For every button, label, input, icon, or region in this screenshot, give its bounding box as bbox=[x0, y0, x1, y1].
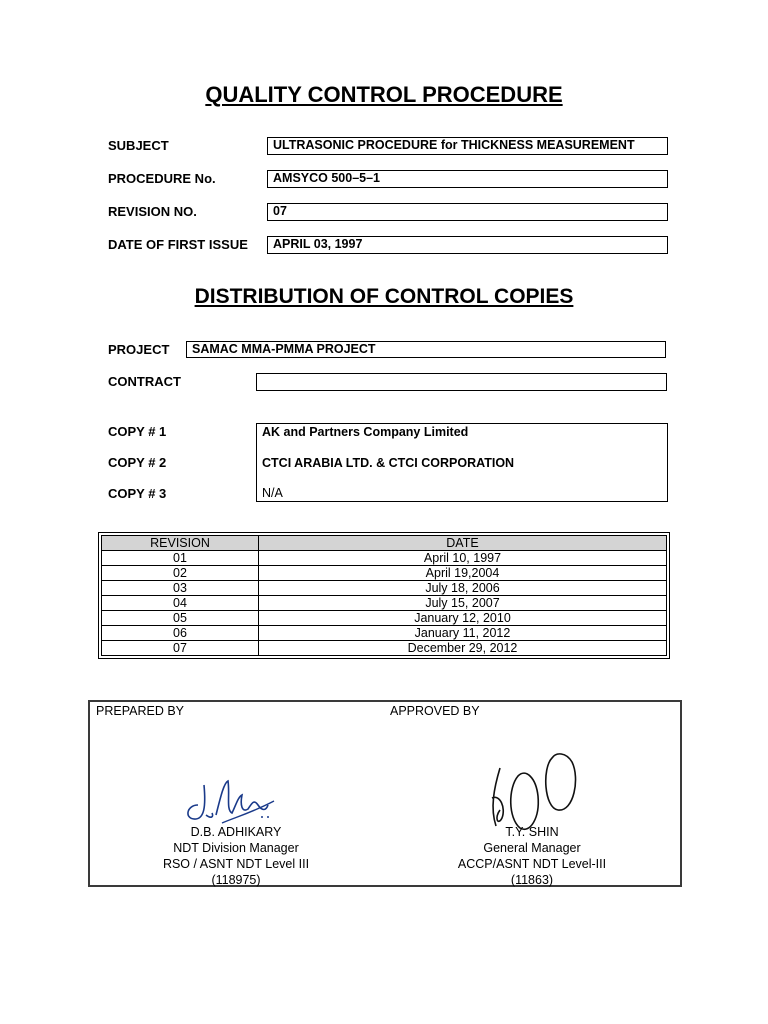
copy-1-label: COPY # 1 bbox=[108, 424, 167, 439]
date-cell: April 10, 1997 bbox=[259, 551, 667, 566]
prepared-by-label: PREPARED BY bbox=[96, 704, 184, 718]
date-cell: December 29, 2012 bbox=[259, 641, 667, 656]
table-row bbox=[102, 626, 667, 641]
approver-number: (11863) bbox=[510, 873, 554, 887]
revision-cell: 05 bbox=[102, 611, 259, 626]
revision-cell: 01 bbox=[102, 551, 259, 566]
revision-table-header bbox=[102, 536, 667, 551]
procedure-value: AMSYCO 500–5–1 bbox=[267, 170, 668, 188]
table-row bbox=[102, 641, 667, 656]
revision-cell: 03 bbox=[102, 581, 259, 596]
page-title: QUALITY CONTROL PROCEDURE bbox=[205, 82, 563, 107]
date-cell: January 11, 2012 bbox=[259, 626, 667, 641]
preparer-block bbox=[136, 824, 336, 888]
copy-2-value: CTCI ARABIA LTD. & CTCI CORPORATION bbox=[262, 456, 515, 470]
copy-3-value: N/A bbox=[262, 486, 283, 500]
revision-header: REVISION bbox=[102, 536, 259, 551]
contract-value bbox=[256, 373, 667, 391]
table-row bbox=[102, 596, 667, 611]
table-row bbox=[102, 566, 667, 581]
subject-value: ULTRASONIC PROCEDURE for THICKNESS MEASUREMENT bbox=[267, 137, 668, 155]
preparer-cert: RSO / ASNT NDT Level III bbox=[162, 857, 310, 871]
approver-name: T.Y. SHIN bbox=[505, 825, 559, 839]
preparer-name: D.B. ADHIKARY bbox=[190, 825, 282, 839]
revision-cell: 06 bbox=[102, 626, 259, 641]
project-value: SAMAC MMA-PMMA PROJECT bbox=[186, 341, 666, 358]
revision-cell: 07 bbox=[102, 641, 259, 656]
revision-cell: 02 bbox=[102, 566, 259, 581]
approver-title: General Manager bbox=[483, 841, 581, 855]
table-row bbox=[102, 611, 667, 626]
date-cell: January 12, 2010 bbox=[259, 611, 667, 626]
table-row bbox=[102, 551, 667, 566]
revision-table-frame bbox=[98, 532, 670, 659]
date-cell: July 15, 2007 bbox=[259, 596, 667, 611]
approver-block bbox=[432, 824, 632, 888]
date-header: DATE bbox=[259, 536, 667, 551]
copy-2-label: COPY # 2 bbox=[108, 455, 167, 470]
revision-table bbox=[101, 535, 667, 656]
contract-label: CONTRACT bbox=[108, 374, 181, 389]
table-row bbox=[102, 581, 667, 596]
approved-by-label: APPROVED BY bbox=[390, 704, 480, 718]
approver-cert: ACCP/ASNT NDT Level-III bbox=[457, 857, 607, 871]
date-of-first-issue-value: APRIL 03, 1997 bbox=[267, 236, 668, 254]
distribution-title: DISTRIBUTION OF CONTROL COPIES bbox=[194, 285, 574, 308]
copy-1-value: AK and Partners Company Limited bbox=[262, 425, 469, 439]
copy-3-label: COPY # 3 bbox=[108, 486, 167, 501]
project-label: PROJECT bbox=[108, 342, 170, 357]
preparer-title: NDT Division Manager bbox=[173, 841, 299, 855]
procedure-label: PROCEDURE No. bbox=[108, 171, 216, 186]
date-cell: April 19,2004 bbox=[259, 566, 667, 581]
revision-cell: 04 bbox=[102, 596, 259, 611]
preparer-number: (118975) bbox=[211, 873, 261, 887]
subject-label: SUBJECT bbox=[108, 138, 169, 153]
date-cell: July 18, 2006 bbox=[259, 581, 667, 596]
revision-label: REVISION NO. bbox=[108, 204, 197, 219]
revision-value: 07 bbox=[267, 203, 668, 221]
date-of-first-issue-label: DATE OF FIRST ISSUE bbox=[108, 237, 248, 252]
